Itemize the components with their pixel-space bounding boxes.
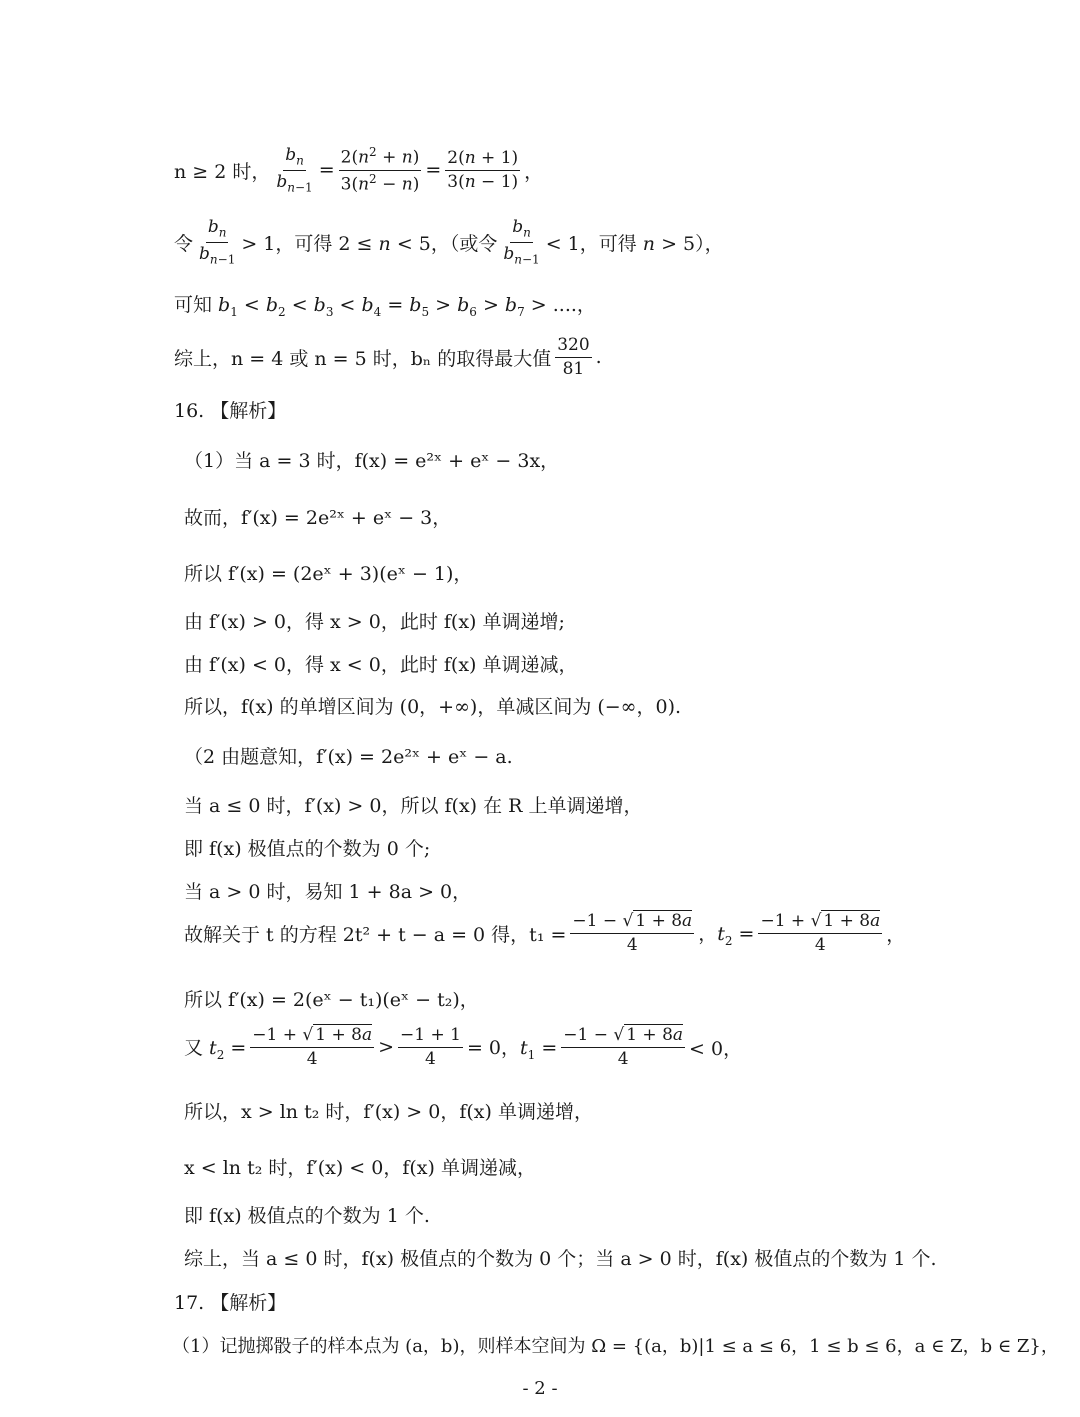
q16-summary: 综上，当 a ≤ 0 时，f(x) 极值点的个数为 0 个；当 a > 0 时，f(x) 极值点的个数为 1 个. bbox=[184, 1248, 937, 1270]
q16-decreasing: 由 f′(x) < 0，得 x < 0，此时 f(x) 单调递减， bbox=[184, 654, 578, 676]
fraction-t1: $\frac{-1 - √ 1 + 8a}{4}$ bbox=[572, 911, 693, 955]
q16-x-greater: 所以，x > ln t₂ 时，f′(x) > 0，f(x) 单调递增， bbox=[184, 1101, 593, 1123]
fraction-bn-over-bn1: $\frac{b_n}{b_{n-1}}$ bbox=[276, 145, 313, 194]
q16-a-positive: 当 a > 0 时，易知 1 + 8a > 0， bbox=[184, 881, 472, 903]
q16-a-nonpositive: 当 a ≤ 0 时，f′(x) > 0，所以 f(x) 在 R 上单调递增， bbox=[184, 795, 643, 817]
q16-x-less: x < ln t₂ 时，f′(x) < 0，f(x) 单调递减， bbox=[184, 1157, 536, 1179]
line-condition: 令 $\frac{b_n}{b_{n-1}}$ > 1，可得 2 ≤ n < 5，（或令 $\frac{b_n}{b_{n-1}}$ < 1，可得 n > 5）， bbox=[174, 217, 724, 266]
q16-factor: 所以 f′(x) = (2eˣ + 3)(eˣ − 1)， bbox=[184, 563, 473, 585]
q17-part1: （1）记抛掷骰子的样本点为 (a，b)，则样本空间为 Ω = {(a，b)|1 ≤ a ≤ 6，1 ≤ b ≤ 6，a ∈ Z，b ∈ Z}， bbox=[172, 1336, 1059, 1357]
q16-factored-derivative: 所以 f′(x) = 2(eˣ − t₁)(eˣ − t₂)， bbox=[184, 989, 479, 1011]
q16-part2: （2 由题意知，f′(x) = 2e²ˣ + eˣ − a. bbox=[184, 746, 513, 768]
fraction-t2: $\frac{-1 + √ 1 + 8a}{4}$ bbox=[760, 911, 881, 955]
heading-q16: 16. 【解析】 bbox=[174, 400, 287, 422]
line-conclusion-15: 综上，n = 4 或 n = 5 时，bₙ 的取得最大值 $\frac{320}{81}$ . bbox=[174, 335, 602, 379]
q16-roots: 故解关于 t 的方程 2t² + t − a = 0 得，t₁ = $\frac{-1 - √ 1 + 8a}{4}$ ，$t_2$ = $\frac{-1 + √ 1 + 8a}{4}$ ， bbox=[184, 911, 906, 955]
heading-q17: 17. 【解析】 bbox=[174, 1292, 287, 1314]
fraction-ratio-1: $\frac{2(n^2 + n)}{3(n^2 - n)}$ bbox=[340, 145, 420, 195]
line-ratio: n ≥ 2 时， $\frac{b_n}{b_{n-1}}$ = $\frac{2(n^2 + n)}{3(n^2 - n)}$ = $\frac{2(n + 1)}{3(n - 1)}$ ， bbox=[174, 145, 544, 195]
q16-intervals: 所以，f(x) 的单增区间为 (0，+∞)，单减区间为 (−∞，0). bbox=[184, 696, 682, 718]
q16-part1: （1）当 a = 3 时，f(x) = e²ˣ + eˣ − 3x， bbox=[184, 450, 560, 472]
line-sequence-order: 可知 $b_1 < b_2 < b_3 < b_4 = b_5 > b_6 > b_7$ > ....， bbox=[174, 294, 596, 319]
q16-increasing: 由 f′(x) > 0，得 x > 0，此时 f(x) 单调递增; bbox=[184, 611, 565, 633]
q16-derivative: 故而，f′(x) = 2e²ˣ + eˣ − 3， bbox=[184, 507, 452, 529]
fraction-max-value: $\frac{320}{81}$ bbox=[557, 335, 590, 379]
q16-zero-extrema: 即 f(x) 极值点的个数为 0 个; bbox=[184, 838, 431, 860]
q16-t2-positive: 又 $t_2$ = $\frac{-1 + √ 1 + 8a}{4}$ > $\frac{-1 + 1}{4}$ = 0，$t_1$ = $\frac{-1 - √ 1 + 8a}{4}$ < 0， bbox=[184, 1025, 743, 1069]
q16-one-extremum: 即 f(x) 极值点的个数为 1 个. bbox=[184, 1205, 430, 1227]
page-number: - 2 - bbox=[522, 1378, 558, 1399]
line-ratio-prefix: n ≥ 2 时， bbox=[174, 160, 271, 183]
fraction-ratio-2: $\frac{2(n + 1)}{3(n - 1)}$ bbox=[447, 147, 519, 192]
